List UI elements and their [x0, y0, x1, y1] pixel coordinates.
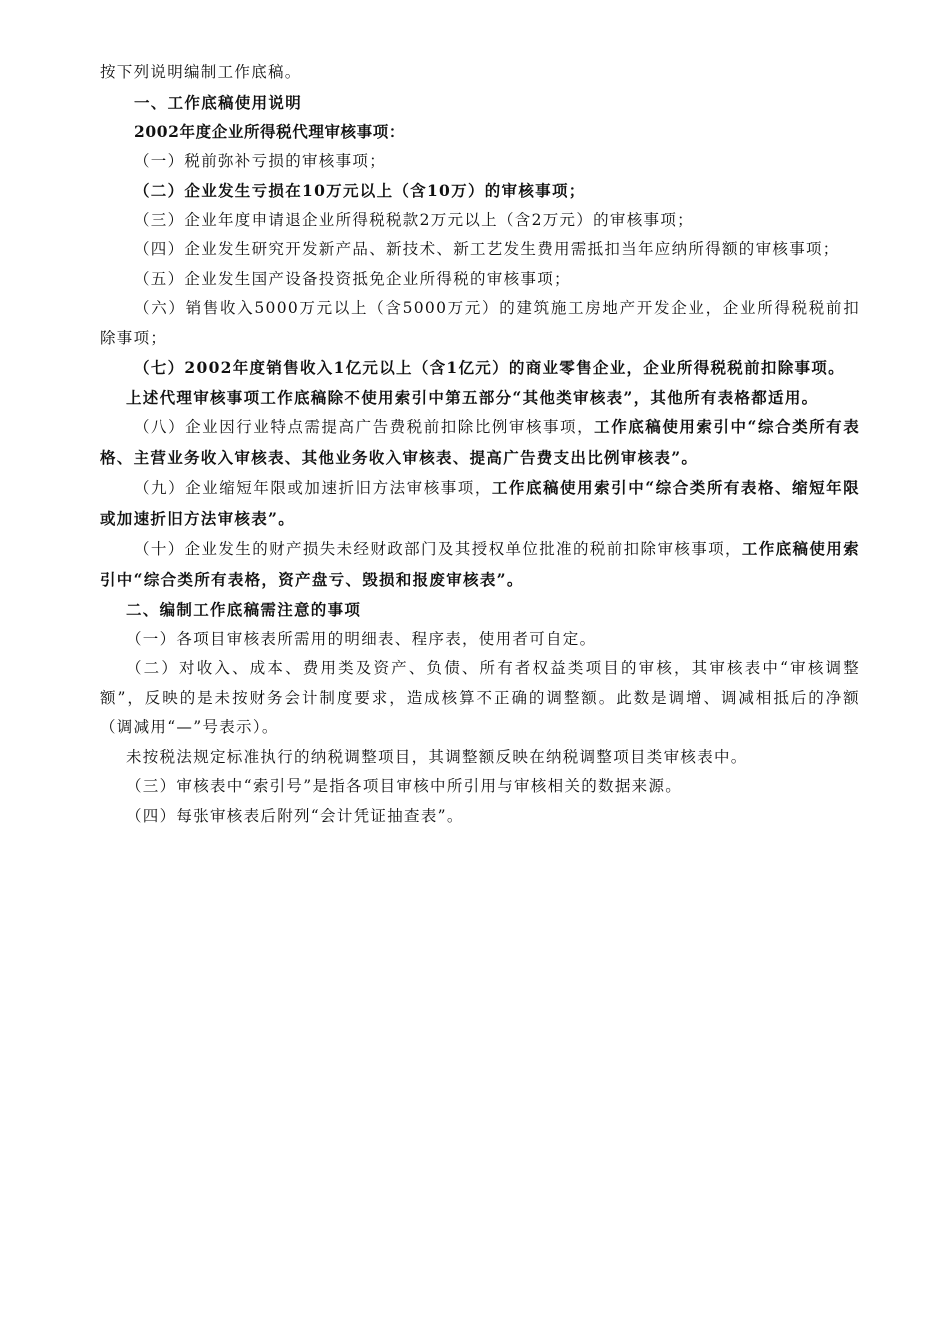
audit-item-9-index: 工作底稿使用索引中“综合类所有表格、缩短年限或加速折旧方法审核表”。 — [100, 478, 860, 528]
audit-item-10-text: （十）企业发生的财产损失未经财政部门及其授权单位批准的税前扣除审核事项， — [134, 540, 742, 558]
note-item-2: （二）对收入、成本、费用类及资产、负债、所有者权益类项目的审核，其审核表中“审核调整额”，反映的是未按财务会计制度要求，造成核算不正确的调整额。此数是调增、调减相抵后的净额（调减用“—”号表示）。 — [100, 659, 860, 736]
audit-item-4: （四）企业发生研究开发新产品、新技术、新工艺发生费用需抵扣当年应纳所得额的审核事项； — [134, 240, 840, 258]
audit-item-10-index: 工作底稿使用索引中“综合类所有表格，资产盘亏、毁损和报废审核表”。 — [100, 539, 860, 589]
section1-summary: 上述代理审核事项工作底稿除不使用索引中第五部分“其他类审核表”，其他所有表格都适用。 — [126, 387, 819, 407]
audit-item-8-index: 工作底稿使用索引中“综合类所有表格、主营业务收入审核表、其他业务收入审核表、提高广告费支出比例审核表”。 — [100, 417, 861, 467]
document-page — [100, 58, 860, 831]
audit-item-6: （六）销售收入5000万元以上（含5000万元）的建筑施工房地产开发企业，企业所得税税前扣除事项； — [100, 299, 860, 347]
audit-item-8 — [100, 412, 860, 473]
note-item-1: （一）各项目审核表所需用的明细表、程序表，使用者可自定。 — [126, 629, 597, 648]
note-item-3: （三）审核表中“索引号”是指各项目审核中所引用与审核相关的数据来源。 — [126, 777, 683, 795]
audit-item-7: （七）2002年度销售收入1亿元以上（含1亿元）的商业零售企业，企业所得税税前扣除事项。 — [134, 358, 845, 377]
note-item-4: （四）每张审核表后附列“会计凭证抽查表”。 — [126, 806, 464, 825]
section2-heading: 二、编制工作底稿需注意的事项 — [126, 600, 362, 619]
audit-item-9-text: （九）企业缩短年限或加速折旧方法审核事项， — [134, 479, 492, 497]
audit-item-10 — [100, 534, 860, 595]
audit-item-8-text: （八）企业因行业特点需提高广告费税前扣除比例审核事项， — [134, 418, 595, 436]
audit-item-9 — [100, 473, 860, 534]
note-item-2-continued: 未按税法规定标准执行的纳税调整项目，其调整额反映在纳税调整项目类审核表中。 — [126, 747, 748, 766]
section1-subheading: 2002年度企业所得税代理审核事项： — [134, 122, 405, 141]
audit-item-3: （三）企业年度申请退企业所得税税款2万元以上（含2万元）的审核事项； — [134, 210, 694, 229]
section1-heading: 一、工作底稿使用说明 — [134, 92, 303, 112]
audit-item-5: （五）企业发生国产设备投资抵免企业所得税的审核事项； — [134, 269, 571, 288]
audit-item-1: （一）税前弥补亏损的审核事项； — [134, 151, 387, 170]
intro-line: 按下列说明编制工作底稿。 — [100, 63, 302, 81]
audit-item-2: （二）企业发生亏损在10万元以上（含10万）的审核事项； — [134, 181, 586, 200]
